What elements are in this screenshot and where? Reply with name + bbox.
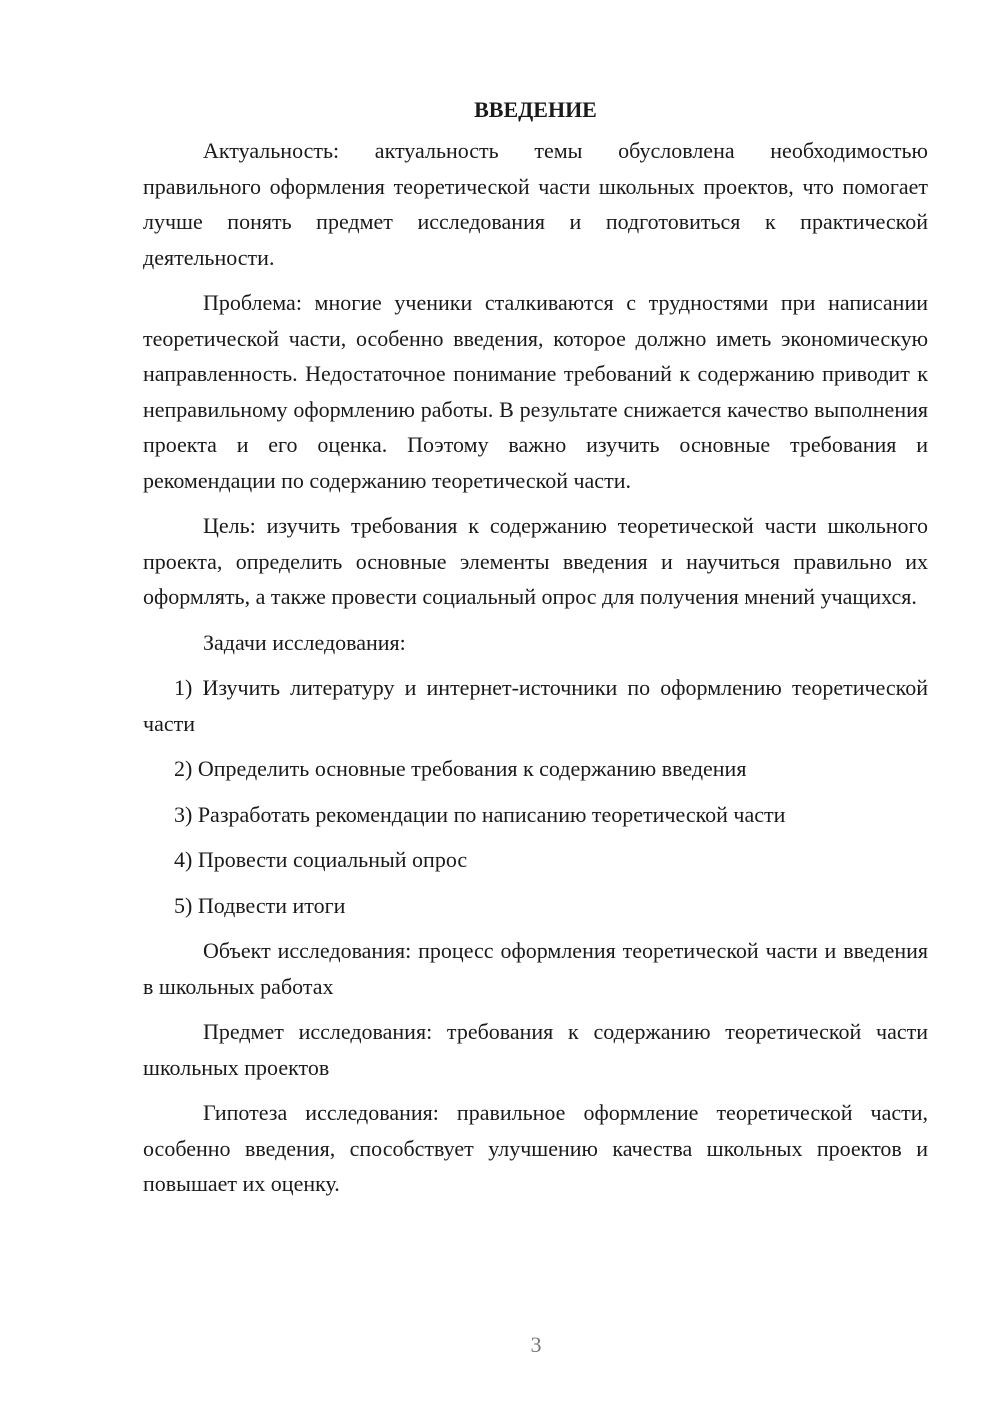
- task-item-2: 2) Определить основные требования к содержанию введения: [174, 756, 747, 781]
- page-number: 3: [530, 1332, 542, 1357]
- relevance-paragraph: Актуальность: актуальность темы обусловлена необходимостью правильного оформления теоретической части школьных проектов, что помогает лучше понять предмет исследования и подготовиться к практической деятельности.: [143, 138, 928, 270]
- document-page: [143, 92, 928, 1202]
- hypothesis-paragraph: Гипотеза исследования: правильное оформление теоретической части, особенно введения, способствует улучшению качества школьных проектов и повышает их оценку.: [143, 1100, 928, 1196]
- task-item-4: 4) Провести социальный опрос: [174, 847, 468, 872]
- section-heading: ВВЕДЕНИЕ: [474, 97, 597, 122]
- object-paragraph: Объект исследования: процесс оформления теоретической части и введения в школьных работах: [143, 938, 928, 999]
- task-item-1: 1) Изучить литературу и интернет-источники по оформлению теоретической части: [143, 675, 928, 736]
- task-item-5: 5) Подвести итоги: [174, 892, 346, 918]
- problem-paragraph: Проблема: многие ученики сталкиваются с трудностями при написании теоретической части, особенно введения, которое должно иметь экономическую направленность. Недостаточное понимание требований к содержанию приводит к неправильному оформлению работы. В результате снижается качество выполнения проекта и его оценка. Поэтому важно изучить основные требования и рекомендации по содержанию теоретической части.: [143, 290, 928, 493]
- tasks-title: Задачи исследования:: [203, 629, 406, 655]
- task-item-3: 3) Разработать рекомендации по написанию теоретической части: [174, 801, 786, 827]
- goal-paragraph: Цель: изучить требования к содержанию теоретической части школьного проекта, определить основные элементы введения и научиться правильно их оформлять, а также провести социальный опрос для получения мнений учащихся.: [143, 513, 928, 609]
- subject-paragraph: Предмет исследования: требования к содержанию теоретической части школьных проектов: [143, 1019, 928, 1080]
